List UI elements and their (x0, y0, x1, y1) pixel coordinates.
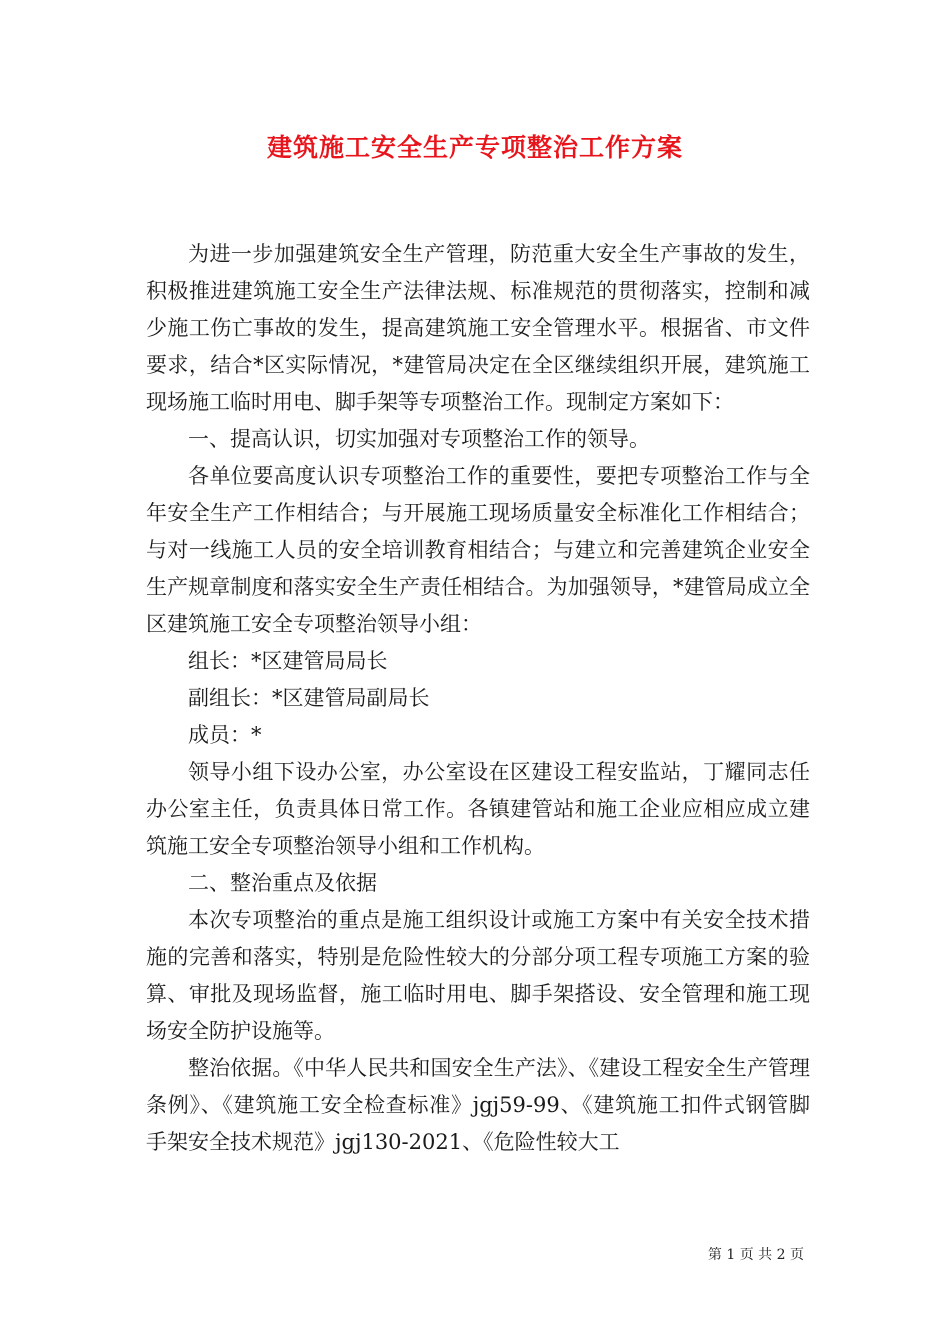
paragraph-intro: 为进一步加强建筑安全生产管理，防范重大安全生产事故的发生，积极推进建筑施工安全生产法律法规、标准规范的贯彻落实，控制和减少施工伤亡事故的发生，提高建筑施工安全管理水平。根据省、市文件要求，结合*区实际情况，*建管局决定在全区继续组织开展，建筑施工现场施工临时用电、脚手架等专项整治工作。现制定方案如下： (146, 242, 810, 414)
paragraph-office: 领导小组下设办公室，办公室设在区建设工程安监站，丁耀同志任办公室主任，负责具体日常工作。各镇建管站和施工企业应相应成立建筑施工安全专项整治领导小组和工作机构。 (146, 760, 810, 858)
document-title: 建筑施工安全生产专项整治工作方案 (266, 133, 683, 162)
page-number: 第 1 页 共 2 页 (707, 1247, 804, 1263)
deputy-leader-line: 副组长：*区建管局副局长 (188, 686, 430, 710)
document-body (146, 236, 810, 1161)
paragraph-focus: 本次专项整治的重点是施工组织设计或施工方案中有关安全技术措施的完善和落实，特别是危险性较大的分部分项工程专项施工方案的验算、审批及现场监督，施工临时用电、脚手架搭设、安全管理和施工现场安全防护设施等。 (146, 908, 810, 1043)
leader-line: 组长：*区建管局局长 (188, 649, 388, 673)
members-line: 成员：* (188, 723, 262, 747)
heading-section-2: 二、整治重点及依据 (188, 871, 377, 895)
paragraph-section-1: 各单位要高度认识专项整治工作的重要性，要把专项整治工作与全年安全生产工作相结合；与开展施工现场质量安全标准化工作相结合；与对一线施工人员的安全培训教育相结合；与建立和完善建筑企业安全生产规章制度和落实安全生产责任相结合。为加强领导，*建管局成立全区建筑施工安全专项整治领导小组： (146, 464, 810, 636)
heading-section-1: 一、提高认识，切实加强对专项整治工作的领导。 (188, 427, 650, 451)
paragraph-basis: 整治依据。《中华人民共和国安全生产法》、《建设工程安全生产管理条例》、《建筑施工安全检查标准》jgj59-99、《建筑施工扣件式钢管脚手架安全技术规范》jgj130-2021、《危险性较大工 (146, 1056, 810, 1154)
